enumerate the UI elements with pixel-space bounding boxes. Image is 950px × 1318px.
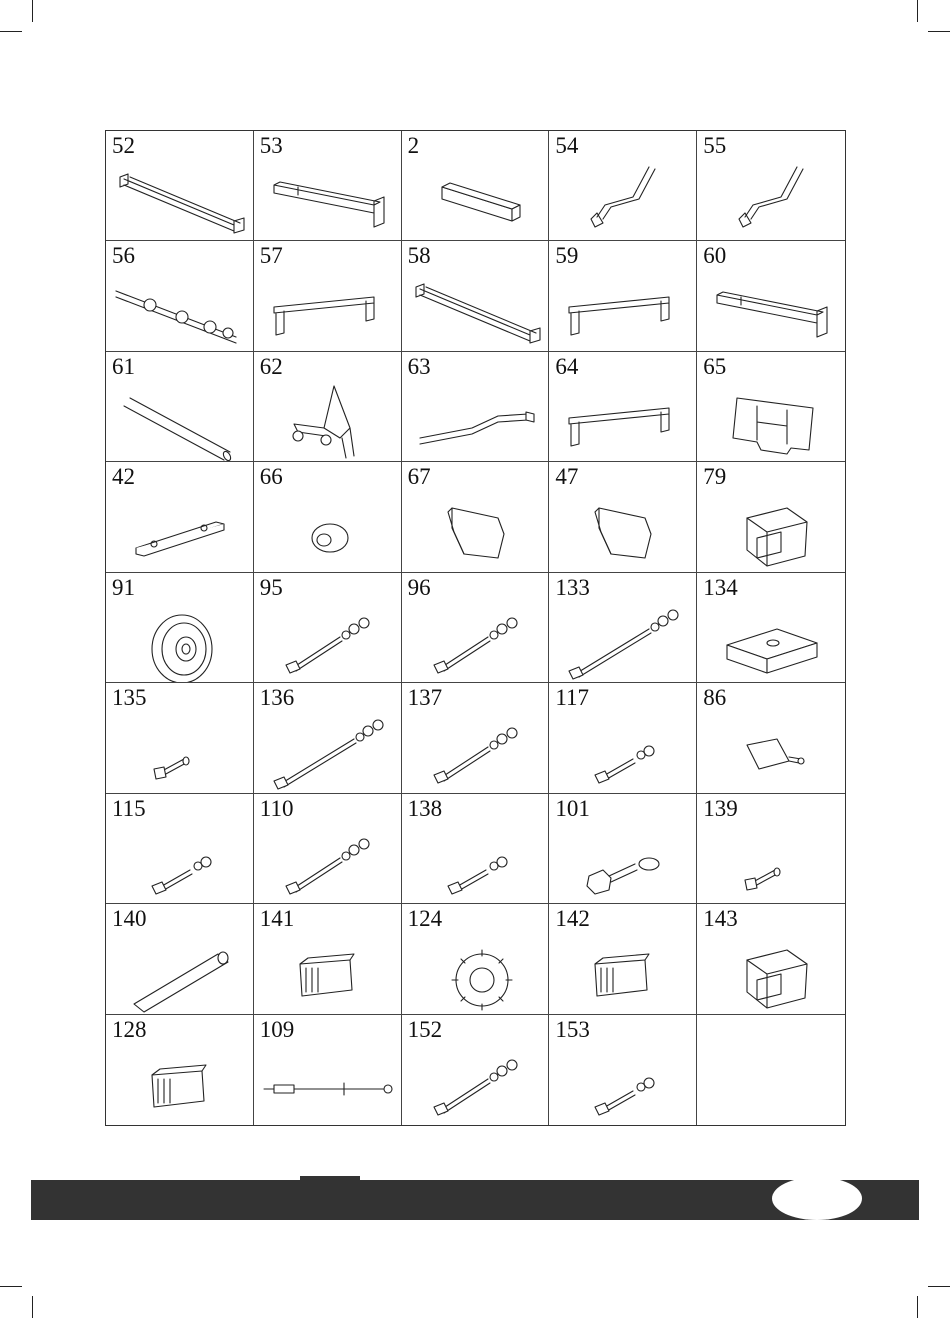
part-cell (697, 131, 845, 241)
part-number: 96 (407, 574, 431, 600)
long-rail-icon (402, 267, 550, 351)
part-cell (402, 573, 550, 683)
part-cell (549, 1015, 697, 1125)
part-cell (402, 904, 550, 1014)
short-screw-icon (106, 709, 254, 793)
foam-grip-icon (106, 930, 254, 1014)
part-number: 133 (555, 574, 590, 600)
part-number: 66 (259, 464, 283, 490)
part-cell (254, 462, 402, 572)
bolt-set-icon (254, 599, 402, 683)
part-number: 137 (407, 685, 443, 711)
long-bolt-set-icon (549, 599, 697, 683)
part-cell (106, 352, 254, 462)
long-rail-icon (106, 157, 254, 241)
part-cell (254, 131, 402, 241)
part-cell (549, 794, 697, 904)
pulley-wheel-icon (106, 599, 254, 683)
square-bushing-icon (697, 930, 845, 1014)
end-cap-icon (549, 488, 697, 572)
page-number-badge (772, 1177, 862, 1220)
crop-mark (917, 0, 918, 22)
part-cell (549, 352, 697, 462)
pulley-bracket-icon (254, 378, 402, 462)
part-number: 53 (259, 133, 283, 158)
part-number: 54 (555, 133, 579, 158)
part-number: 65 (703, 353, 727, 379)
gear-wheel-icon (402, 930, 550, 1014)
rail-with-plate-icon (697, 267, 845, 351)
part-cell (106, 131, 254, 241)
part-number: 152 (407, 1016, 443, 1042)
tube-plug-icon (106, 1041, 254, 1125)
part-number: 142 (555, 906, 590, 932)
part-number: 153 (555, 1016, 590, 1042)
square-tube-icon (402, 157, 550, 241)
part-number: 109 (259, 1016, 295, 1042)
short-bolt-set-icon (549, 709, 697, 793)
bolt-set-icon (402, 709, 550, 793)
knob-pin-icon (697, 709, 845, 793)
part-cell (254, 352, 402, 462)
bent-handle-icon (402, 378, 550, 462)
crop-mark (32, 0, 33, 22)
part-cell (549, 683, 697, 793)
part-number: 55 (703, 133, 727, 158)
part-cell (697, 241, 845, 351)
plate-bracket-icon (697, 378, 845, 462)
long-bolt-set-icon (254, 709, 402, 793)
part-cell (254, 241, 402, 351)
part-number: 101 (555, 795, 590, 821)
tube-plug-icon (254, 930, 402, 1014)
flat-plate-icon (106, 488, 254, 572)
part-number: 58 (407, 243, 431, 269)
part-number: 110 (259, 795, 294, 821)
part-cell (697, 794, 845, 904)
part-number: 61 (112, 353, 135, 379)
short-bolt-set-icon (402, 820, 550, 904)
short-bolt-set-icon (106, 820, 254, 904)
part-number: 52 (112, 133, 135, 158)
part-number: 135 (112, 685, 147, 711)
part-cell (697, 573, 845, 683)
part-number: 134 (703, 574, 738, 600)
part-number: 57 (259, 243, 283, 269)
crop-mark (0, 1286, 22, 1287)
rail-with-plate-icon (254, 157, 402, 241)
part-number: 136 (259, 685, 295, 711)
part-cell (402, 683, 550, 793)
end-cap-icon (402, 488, 550, 572)
crop-mark (0, 31, 22, 32)
part-number: 124 (407, 906, 443, 932)
part-cell (106, 1015, 254, 1125)
part-cell (697, 683, 845, 793)
square-pad-icon (697, 599, 845, 683)
part-number: 59 (555, 243, 579, 269)
part-number: 138 (407, 795, 443, 821)
hex-bolt-washer-icon (549, 820, 697, 904)
part-number: 95 (259, 574, 283, 600)
part-cell (402, 1015, 550, 1125)
part-cell (549, 131, 697, 241)
tube-plug-icon (549, 930, 697, 1014)
crop-mark (928, 1286, 950, 1287)
part-cell (549, 241, 697, 351)
part-cell (106, 241, 254, 351)
part-cell (549, 573, 697, 683)
part-cell (254, 904, 402, 1014)
short-screw-icon (697, 820, 845, 904)
part-cell (106, 573, 254, 683)
bracket-frame-icon (254, 267, 402, 351)
part-cell (254, 683, 402, 793)
crop-mark (32, 1296, 33, 1318)
part-number: 62 (259, 353, 283, 379)
part-number: 63 (407, 353, 431, 379)
crop-mark (928, 31, 950, 32)
square-bushing-icon (697, 488, 845, 572)
bracket-frame-icon (549, 378, 697, 462)
part-cell (106, 794, 254, 904)
part-number: 115 (112, 795, 146, 821)
bent-bar-icon (549, 157, 697, 241)
part-number: 117 (555, 685, 590, 711)
part-cell (549, 904, 697, 1014)
bracket-frame-icon (549, 267, 697, 351)
part-cell (106, 462, 254, 572)
part-cell (402, 462, 550, 572)
part-number: 79 (703, 464, 727, 490)
round-rod-icon (106, 378, 254, 462)
pulley-rail-icon (106, 267, 254, 351)
part-number: 42 (112, 464, 135, 490)
part-cell (402, 794, 550, 904)
part-number: 143 (703, 906, 738, 932)
part-number: 86 (703, 685, 727, 711)
part-cell (254, 794, 402, 904)
part-number: 47 (555, 464, 579, 490)
part-number: 140 (112, 906, 147, 932)
bolt-set-icon (254, 820, 402, 904)
part-cell (106, 683, 254, 793)
part-cell (549, 462, 697, 572)
part-cell (106, 904, 254, 1014)
part-cell (402, 241, 550, 351)
bolt-set-icon (402, 1041, 550, 1125)
part-number: 56 (112, 243, 135, 269)
cable-icon (254, 1041, 402, 1125)
part-cell (697, 352, 845, 462)
bent-bar-icon (697, 157, 845, 241)
part-number: 139 (703, 795, 738, 821)
part-cell (697, 1015, 845, 1125)
part-number: 67 (407, 464, 431, 490)
part-number: 64 (555, 353, 579, 379)
spacer-ring-icon (254, 488, 402, 572)
part-number: 91 (112, 574, 135, 600)
part-cell (402, 131, 550, 241)
part-number: 128 (112, 1016, 147, 1042)
part-cell (254, 573, 402, 683)
bolt-set-icon (402, 599, 550, 683)
short-bolt-set-icon (549, 1041, 697, 1125)
part-number: 2 (407, 133, 420, 158)
part-number: 60 (703, 243, 727, 269)
part-cell (697, 904, 845, 1014)
part-number: 141 (259, 906, 295, 932)
crop-mark (917, 1296, 918, 1318)
parts-grid (105, 130, 846, 1126)
part-cell (697, 462, 845, 572)
part-cell (254, 1015, 402, 1125)
part-cell (402, 352, 550, 462)
